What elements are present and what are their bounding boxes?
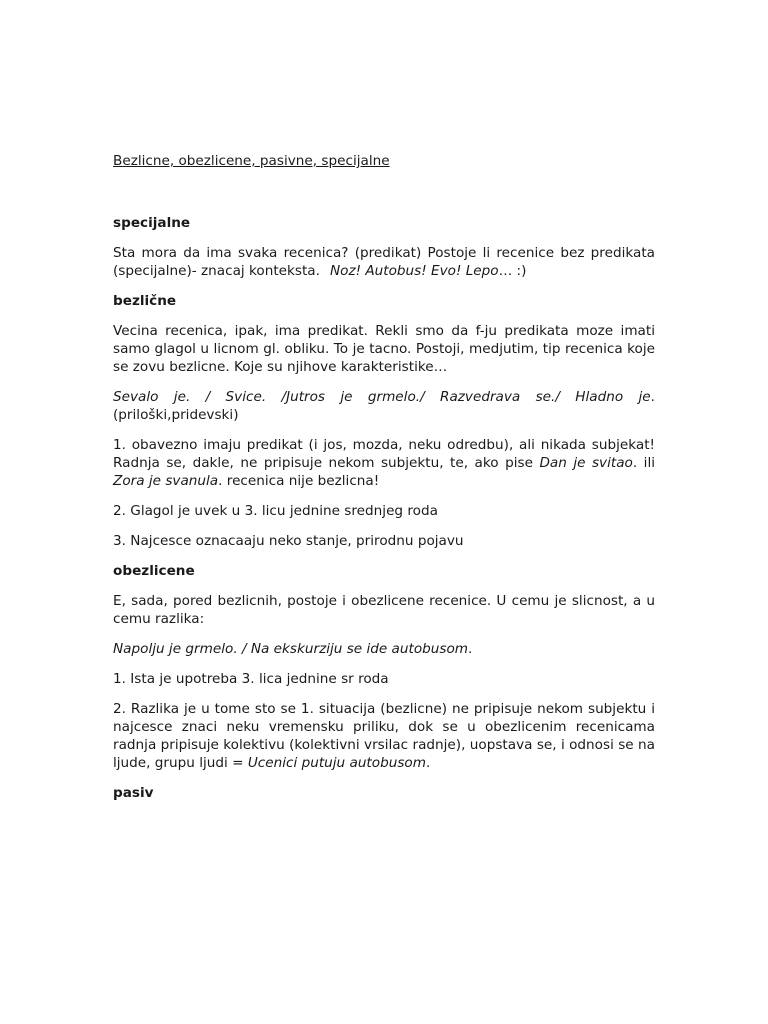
italic-example: Ucenici putuju autobusom	[247, 755, 426, 771]
text-run: . (priloški,pridevski)	[113, 389, 655, 423]
text-run: 1. obavezno imaju predikat (i jos, mozda, neku odredbu), ali nikada subjekat! Radnja se, dakle, ne pripisuje nekom subjektu, te, ako pise	[113, 437, 655, 471]
list-item-bezlicne-3: 3. Najcesce oznacaaju neko stanje, prirodnu pojavu	[113, 533, 464, 549]
italic-example: Zora je svanula	[113, 473, 219, 489]
text-run: Sta mora da ima svaka recenica? (predikat) Postoje li recenice bez predikata (specijalne)- znacaj konteksta.	[113, 245, 655, 279]
document-title: Bezlicne, obezlicene, pasivne, specijalne	[113, 153, 390, 169]
text-run: . recenica nije bezlicna!	[218, 473, 380, 489]
paragraph-bezlicne-examples	[113, 388, 655, 424]
text-run: 2. Razlika je u tome sto se 1. situacija (bezlicne) ne pripisuje nekom subjektu i najcesce znaci neku vremensku priliku, dok se u obezlicenim recenicama radnja pripisuje kolektivu (kolektivni vrsilac radnje), uopstava se, i odnosi se na ljude, grupu ljudi =	[113, 701, 655, 771]
text-run: … :)	[498, 263, 527, 279]
italic-example: Sevalo je. / Svice. /Jutros je grmelo./ Razvedrava se./ Hladno je	[113, 389, 651, 405]
heading-specijalne: specijalne	[113, 215, 191, 231]
list-item-bezlicne-1	[113, 436, 655, 490]
paragraph-specijalne-intro	[113, 244, 655, 280]
list-item-obezlicene-2	[113, 700, 655, 772]
paragraph-obezlicene-example	[113, 640, 655, 658]
text-run: . ili	[632, 455, 655, 471]
italic-example: Dan je svitao	[539, 455, 633, 471]
text-run: .	[468, 641, 473, 657]
italic-example: Napolju je grmelo. / Na ekskurziju se ide autobusom	[113, 641, 469, 657]
paragraph-bezlicne-intro: Vecina recenica, ipak, ima predikat. Rekli smo da f-ju predikata moze imati samo glagol u licnom gl. obliku. To je tacno. Postoji, medjutim, tip recenica koje se zovu bezlicne. Koje su njihove karakteristike…	[113, 323, 655, 375]
list-item-obezlicene-1: 1. Ista je upotreba 3. lica jednine sr roda	[113, 671, 389, 687]
heading-bezlicne: bezlične	[113, 293, 177, 309]
heading-obezlicene: obezlicene	[113, 563, 195, 579]
italic-example: Noz! Autobus! Evo! Lepo	[329, 263, 499, 279]
document-page	[113, 152, 655, 814]
paragraph-obezlicene-intro: E, sada, pored bezlicnih, postoje i obezlicene recenice. U cemu je slicnost, a u cemu razlika:	[113, 593, 655, 627]
heading-pasiv: pasiv	[113, 785, 154, 801]
list-item-bezlicne-2: 2. Glagol je uvek u 3. licu jednine srednjeg roda	[113, 503, 438, 519]
text-run: .	[425, 755, 431, 771]
